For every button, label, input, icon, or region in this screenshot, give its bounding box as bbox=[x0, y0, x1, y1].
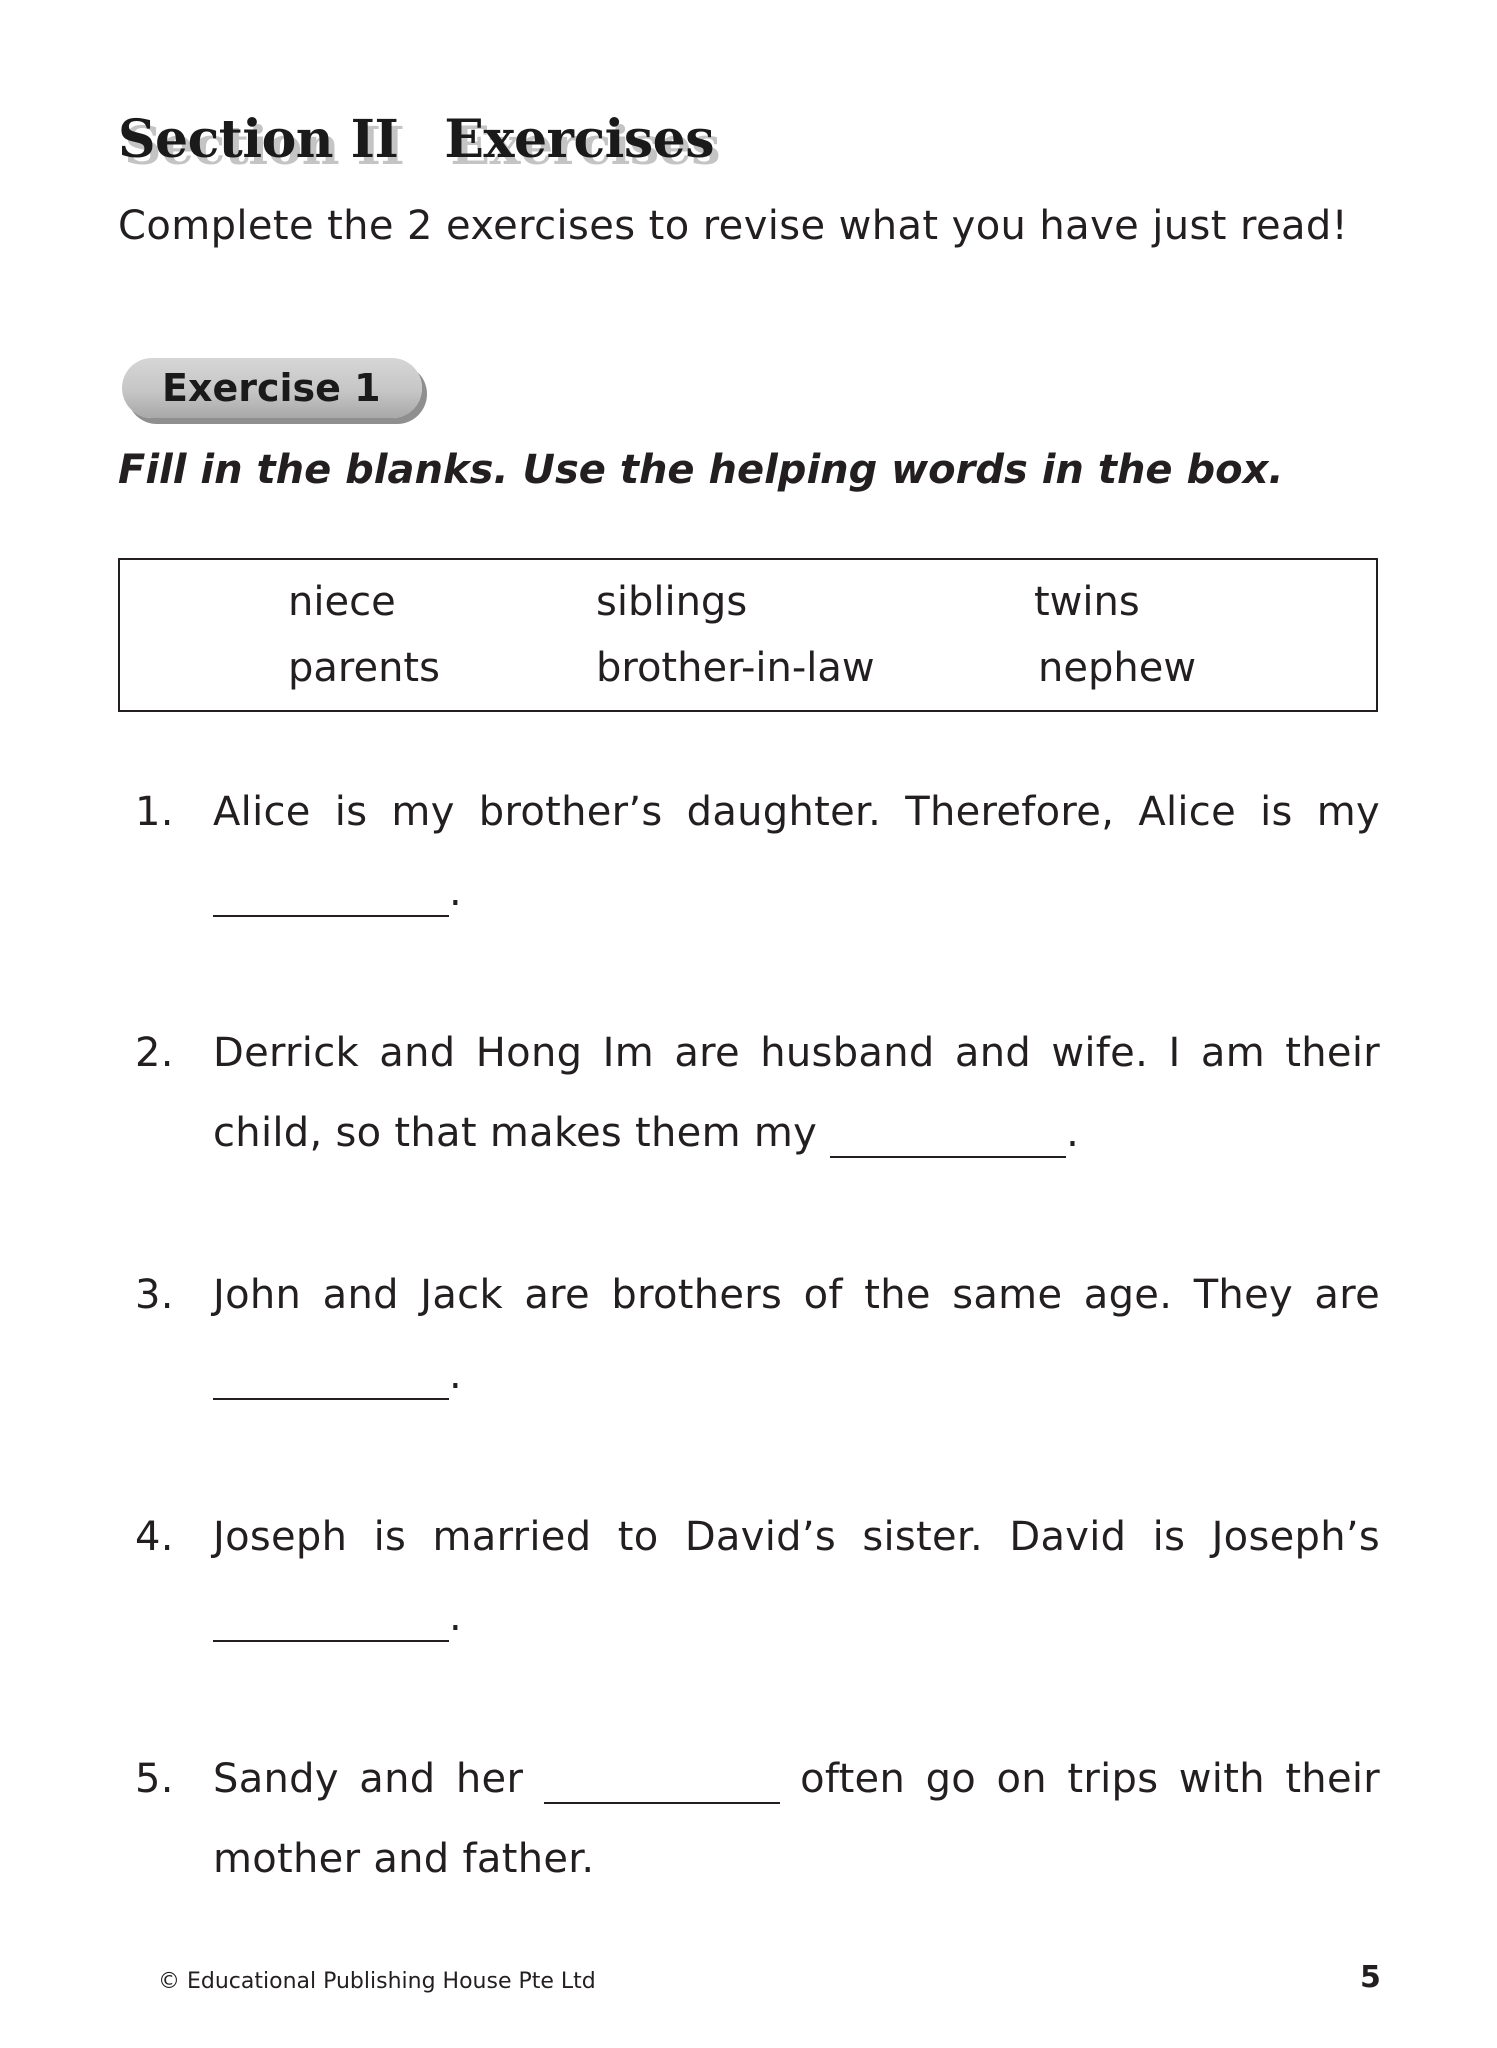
helping-word: siblings bbox=[596, 579, 748, 625]
question-number: 5. bbox=[135, 1756, 174, 1802]
question-text-before: Sandy and her bbox=[213, 1756, 524, 1802]
answer-blank[interactable] bbox=[213, 1348, 449, 1400]
question-item bbox=[135, 1013, 1380, 1173]
question-text bbox=[213, 1013, 1380, 1173]
page-number: 5 bbox=[1360, 1960, 1381, 1995]
question-text-before: Joseph is married to David’s sister. David is Joseph’s bbox=[213, 1514, 1380, 1560]
question-text bbox=[213, 1497, 1380, 1657]
question-text-before: John and Jack are brothers of the same age. They are bbox=[213, 1272, 1380, 1318]
question-number: 1. bbox=[135, 789, 174, 835]
exercise-label: Exercise 1 bbox=[162, 366, 381, 410]
helping-words-box bbox=[118, 558, 1378, 712]
copyright-notice: © Educational Publishing House Pte Ltd bbox=[158, 1969, 596, 1994]
question-text bbox=[213, 1255, 1380, 1415]
exercise-instruction: Fill in the blanks. Use the helping words in the box. bbox=[118, 447, 1284, 493]
section-label: Section II bbox=[118, 109, 399, 170]
question-item bbox=[135, 1497, 1380, 1657]
helping-word: niece bbox=[288, 579, 396, 625]
answer-blank[interactable] bbox=[830, 1106, 1066, 1158]
question-item bbox=[135, 772, 1380, 932]
question-text-before: Derrick and Hong Im are husband and wife. I am their child, so that makes them my bbox=[213, 1030, 1380, 1156]
answer-blank[interactable] bbox=[213, 865, 449, 917]
question-text-after: . bbox=[449, 869, 463, 915]
answer-blank[interactable] bbox=[544, 1752, 780, 1804]
helping-word: nephew bbox=[1038, 645, 1197, 691]
helping-word: brother-in-law bbox=[596, 645, 875, 691]
question-item bbox=[135, 1255, 1380, 1415]
question-number: 2. bbox=[135, 1030, 174, 1076]
helping-word: twins bbox=[1034, 579, 1140, 625]
question-text-after: . bbox=[1066, 1110, 1080, 1156]
question-text-after: often go on trips with their mother and father. bbox=[213, 1756, 1381, 1882]
exercise-badge bbox=[122, 358, 422, 418]
question-text-after: . bbox=[449, 1594, 463, 1640]
question-text-before: Alice is my brother’s daughter. Therefore, Alice is my bbox=[213, 789, 1380, 835]
question-text-after: . bbox=[449, 1352, 463, 1398]
section-name: Exercises bbox=[444, 109, 714, 170]
question-number: 4. bbox=[135, 1514, 174, 1560]
question-text bbox=[213, 1739, 1380, 1899]
question-number: 3. bbox=[135, 1272, 174, 1318]
intro-text: Complete the 2 exercises to revise what you have just read! bbox=[118, 203, 1349, 249]
helping-word: parents bbox=[288, 645, 440, 691]
answer-blank[interactable] bbox=[213, 1590, 449, 1642]
question-text bbox=[213, 772, 1380, 932]
question-item bbox=[135, 1739, 1380, 1899]
section-heading bbox=[118, 100, 714, 180]
